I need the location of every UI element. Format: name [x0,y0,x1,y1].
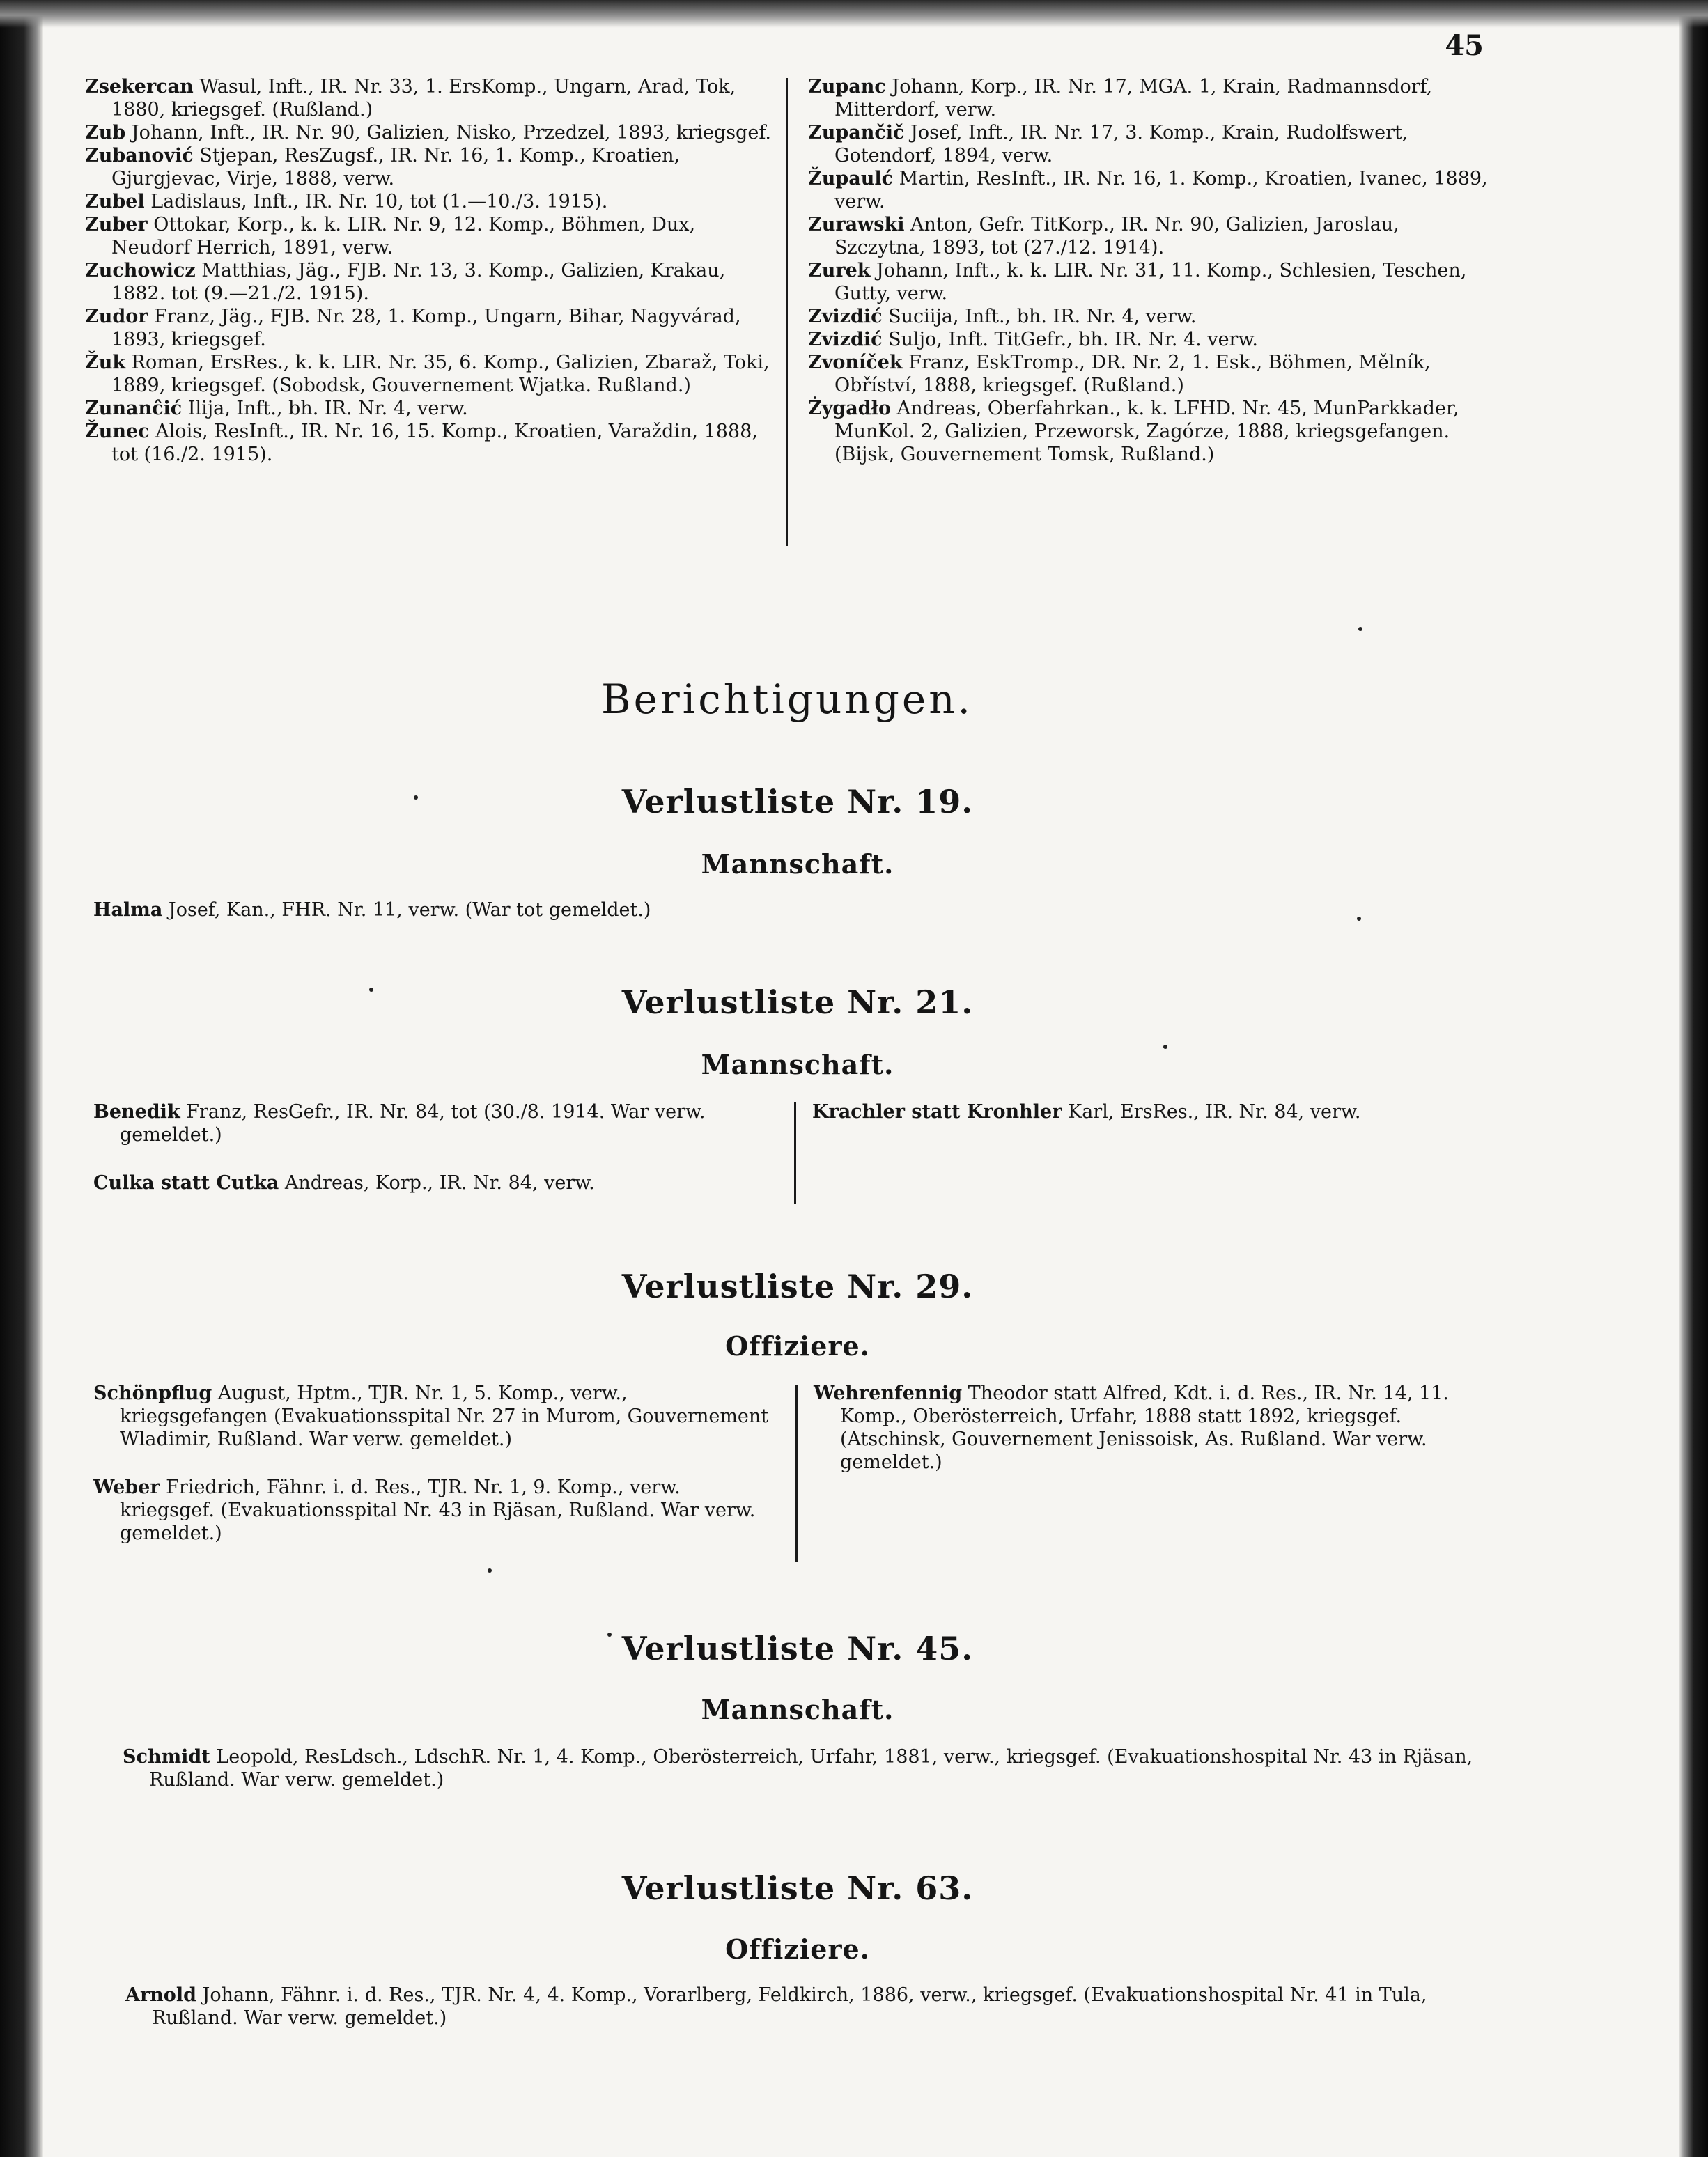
entry-name: Zubanović [85,145,194,166]
entry-text: Wasul, Inft., IR. Nr. 33, 1. ErsKomp., Ungarn, Arad, Tok, 1880, kriegsgef. (Rußland.) [111,76,736,120]
verlustliste-29-right-column [814,1382,1496,1474]
list-item [85,420,779,466]
page-number: 45 [1445,29,1484,62]
entry-name: Zvizdić [808,329,883,350]
verlustliste-63-title: Verlustliste Nr. 63. [621,1869,974,1907]
list-item [93,898,1473,921]
verlustliste-21-subtitle: Mannschaft. [701,1049,894,1080]
entry-name: Zupanc [808,76,886,98]
entry-name: Zvoníček [808,352,903,373]
entry-name: Zurawski [808,214,905,235]
entry-name: Zvizdić [808,306,883,327]
verlustliste-19-title: Verlustliste Nr. 19. [621,783,974,820]
entry-name: Župaulć [808,168,894,189]
entry-name: Zuchowicz [85,260,196,281]
list-item [93,1100,776,1146]
verlustliste-19-subtitle: Mannschaft. [701,848,894,880]
verlustliste-45-entry [123,1745,1488,1791]
list-item [808,305,1491,328]
entry-text: Theodor statt Alfred, Kdt. i. d. Res., IR. Nr. 14, 11. Komp., Oberösterreich, Urfahr, 1888 statt 1892, kriegsgef. (Atschinsk, Gouvernement Jenissoisk, As. Rußland. War verw. gemeldet.) [840,1383,1449,1473]
verlustliste-21-title: Verlustliste Nr. 21. [621,983,974,1021]
verlustliste-63-entry [125,1984,1488,2030]
entry-name: Zuber [85,214,148,235]
entry-name: Benedik [93,1101,180,1123]
entry-name: Żygadło [808,398,892,419]
scan-speck [1357,917,1361,921]
list-item [808,259,1491,305]
entry-text: Stjepan, ResZugsf., IR. Nr. 16, 1. Komp., Kroatien, Gjurgjevac, Virje, 1888, verw. [111,145,681,189]
list-item [812,1100,1495,1123]
entry-name: Zub [85,122,126,143]
verlustliste-21-left-column [93,1100,776,1194]
list-item [93,1382,779,1451]
entry-name: Zudor [85,306,148,327]
entry-text: Friedrich, Fähnr. i. d. Res., TJR. Nr. 1, 9. Komp., verw. kriegsgef. (Evakuationsspital Nr. 43 in Rjäsan, Rußland. War verw. gemeldet.) [120,1477,756,1544]
entry-text: Alois, ResInft., IR. Nr. 16, 15. Komp., Kroatien, Varaždin, 1888, tot (16./2. 1915). [111,421,758,465]
entry-name: Žuk [85,352,126,373]
entry-name: Halma [93,899,163,921]
entry-text: Johann, Fähnr. i. d. Res., TJR. Nr. 4, 4. Komp., Vorarlberg, Feldkirch, 1886, verw., kriegsgef. (Evakuationshospital Nr. 41 in Tula, Rußland. War verw. gemeldet.) [152,1984,1427,2029]
verlustliste-29-title: Verlustliste Nr. 29. [621,1268,974,1305]
entry-name: Culka statt Cutka [93,1172,279,1194]
verlustliste-45-title: Verlustliste Nr. 45. [621,1630,974,1667]
verlustliste-63-subtitle: Offiziere. [725,1933,870,1965]
entry-text: Andreas, Oberfahrkan., k. k. LFHD. Nr. 45, MunParkkader, MunKol. 2, Galizien, Przeworsk, Zagórze, 1888, kriegsgefangen. (Bijsk, Gouvernement Tomsk, Rußland.) [834,398,1459,465]
verlustliste-45-subtitle: Mannschaft. [701,1694,894,1725]
verlustliste-19-entry [93,898,1473,921]
entry-text: Suciija, Inft., bh. IR. Nr. 4, verw. [882,306,1197,327]
entry-text: Ilija, Inft., bh. IR. Nr. 4, verw. [182,398,468,419]
top-column-divider [786,78,788,546]
entry-text: Ottokar, Korp., k. k. LIR. Nr. 9, 12. Komp., Böhmen, Dux, Neudorf Herrich, 1891, verw. [111,214,696,258]
verlustliste-29-left-column [93,1382,779,1545]
entry-name: Zupančič [808,122,905,143]
list-item [123,1745,1488,1791]
list-item [93,1476,779,1545]
list-item [808,397,1491,466]
main-title: Berichtigungen. [601,676,973,723]
list-item [85,121,779,144]
scan-speck [607,1633,612,1637]
entry-text: Ladislaus, Inft., IR. Nr. 10, tot (1.—10./3. 1915). [144,191,608,212]
list-item [85,75,779,121]
entry-text: Karl, ErsRes., IR. Nr. 84, verw. [1062,1101,1361,1123]
list-item [93,1171,776,1194]
entry-text: Franz, ResGefr., IR. Nr. 84, tot (30./8. 1914. War verw. gemeldet.) [120,1101,706,1146]
list-item [85,144,779,190]
entry-name: Wehrenfennig [814,1383,963,1404]
entry-name: Schmidt [123,1746,210,1768]
entry-name: Weber [93,1477,160,1498]
scan-speck [488,1568,492,1573]
entry-text: Johann, Inft., k. k. LIR. Nr. 31, 11. Komp., Schlesien, Teschen, Gutty, verw. [834,260,1467,304]
list-item [808,351,1491,397]
list-item [125,1984,1488,2030]
scan-speck [1163,1045,1167,1049]
list-item [85,259,779,305]
entry-text: Leopold, ResLdsch., LdschR. Nr. 1, 4. Komp., Oberösterreich, Urfahr, 1881, verw., kriegsgef. (Evakuationshospital Nr. 43 in Rjäsan, Rußland. War verw. gemeldet.) [149,1746,1473,1791]
entry-text: Martin, ResInft., IR. Nr. 16, 1. Komp., Kroatien, Ivanec, 1889, verw. [834,168,1488,212]
entry-text: Johann, Inft., IR. Nr. 90, Galizien, Nisko, Przedzel, 1893, kriegsgef. [125,122,771,143]
entry-text: Matthias, Jäg., FJB. Nr. 13, 3. Komp., Galizien, Krakau, 1882. tot (9.—21./2. 1915). [111,260,726,304]
verlustliste-21-right-column [812,1100,1495,1123]
scan-top-edge [0,0,1708,28]
entry-name: Zubel [85,191,145,212]
entry-text: Andreas, Korp., IR. Nr. 84, verw. [279,1172,595,1194]
entry-name: Krachler statt Kronhler [812,1101,1062,1123]
entry-name: Schönpflug [93,1383,212,1404]
list-item [814,1382,1496,1474]
list-item [85,213,779,259]
entry-name: Zurek [808,260,871,281]
list-item [808,213,1491,259]
entry-text: August, Hptm., TJR. Nr. 1, 5. Komp., verw., kriegsgefangen (Evakuationsspital Nr. 27 in Murom, Gouvernement Wladimir, Rußland. War verw. gemeldet.) [120,1383,769,1450]
entry-name: Arnold [125,1984,196,2006]
entry-name: Žunec [85,421,150,442]
list-item [808,75,1491,121]
entry-text: Josef, Inft., IR. Nr. 17, 3. Komp., Krain, Rudolfswert, Gotendorf, 1894, verw. [834,122,1408,166]
entry-name: Zunanĉić [85,398,183,419]
list-item [85,351,779,397]
scan-speck [369,988,373,992]
entry-text: Franz, Jäg., FJB. Nr. 28, 1. Komp., Ungarn, Bihar, Nagyvárad, 1893, kriegsgef. [111,306,741,350]
top-left-column [85,75,779,466]
verlustliste-21-divider [794,1102,796,1204]
verlustliste-29-subtitle: Offiziere. [725,1330,870,1362]
entry-text: Anton, Gefr. TitKorp., IR. Nr. 90, Galizien, Jaroslau, Szczytna, 1893, tot (27./12. 1914). [834,214,1399,258]
top-right-column [808,75,1491,466]
scan-speck [1358,627,1362,631]
list-item [85,305,779,351]
list-item [85,190,779,213]
list-item [808,121,1491,167]
entry-text: Roman, ErsRes., k. k. LIR. Nr. 35, 6. Komp., Galizien, Zbaraž, Toki, 1889, kriegsgef. (Sobodsk, Gouvernement Wjatka. Rußland.) [111,352,770,396]
scan-speck [414,795,418,800]
verlustliste-29-divider [795,1385,798,1562]
entry-text: Josef, Kan., FHR. Nr. 11, verw. (War tot gemeldet.) [162,899,651,921]
list-item [808,328,1491,351]
scan-right-edge [1679,0,1708,2157]
entry-text: Suljo, Inft. TitGefr., bh. IR. Nr. 4. verw. [882,329,1258,350]
list-item [85,397,779,420]
list-item [808,167,1491,213]
entry-name: Zsekercan [85,76,194,98]
entry-text: Johann, Korp., IR. Nr. 17, MGA. 1, Krain, Radmannsdorf, Mitterdorf, verw. [834,76,1433,120]
entry-text: Franz, EskTromp., DR. Nr. 2, 1. Esk., Böhmen, Mělník, Obříství, 1888, kriegsgef. (Rußland.) [834,352,1431,396]
